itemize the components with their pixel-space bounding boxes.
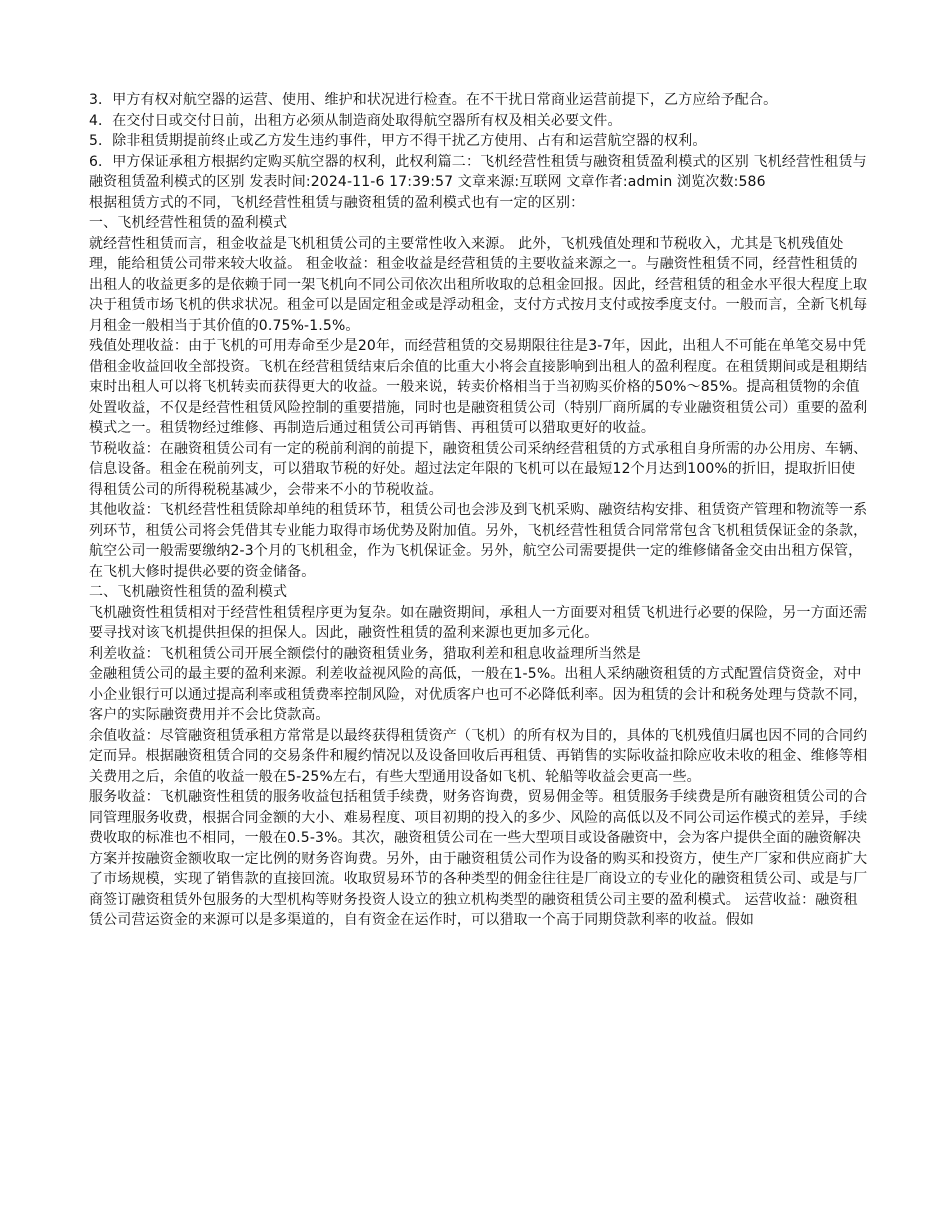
paragraph-interest-spread-income: 利差收益：飞机租赁公司开展全额偿付的融资租赁业务，猎取利差和租息收益理所当然是 [89,645,641,662]
section-heading-operating-lease: 一、飞机经营性租赁的盈利模式 [89,215,288,231]
document-body [89,90,869,931]
paragraph-residual-value-income: 残值处理收益：由于飞机的可用寿命至少是20年，而经营租赁的交易期限往往是3-7年，因此，出租人不可能在单笔交易中凭借租金收益回收全部投资。飞机在经营租赁结束后余值的比重大小将会直接影响到出租人的盈利程度。在租赁期间或是租期结束时出租人可以将飞机转卖而获得更大的收益。一般来说，转卖价格相当于当初购买价格的50%～85%。提高租赁物的余值处置收益，不仅是经营性租赁风险控制的重要措施，同时也是融资租赁公司（特别厂商所属的专业融资租赁公司）重要的盈利模式之一。租赁物经过维修、再制造后通过租赁公司再销售、再租赁可以猎取更好的收益。 [89,338,868,436]
paragraph-finance-lease-intro: 飞机融资性租赁相对于经营性租赁程序更为复杂。如在融资期间，承租人一方面要对租赁飞机进行必要的保险，另一方面还需要寻找对该飞机提供担保的担保人。因此，融资性租赁的盈利来源也更加多元化。 [89,604,868,641]
paragraph-tax-saving-income: 节税收益：在融资租赁公司有一定的税前利润的前提下，融资租赁公司采纳经营租赁的方式承租自身所需的办公用房、车辆、信息设备。租金在税前列支，可以猎取节税的好处。超过法定年限的飞机可以在最短12个月达到100%的折旧，提取折旧使得租赁公司的所得税税基减少，会带来不小的节税收益。 [89,440,868,498]
paragraph-residual-income: 余值收益：尽管融资租赁承租方常常是以最终获得租赁资产（飞机）的所有权为目的，具体的飞机残值归属也因不同的合同约定而异。根据融资租赁合同的交易条件和履约情况以及设备回收后再租赁、再销售的实际收益扣除应收未收的租金、维修等相关费用之后，余值的收益一般在5-25%左右，有些大型通用设备如飞机、轮船等收益会更高一些。 [89,727,868,785]
paragraph-clause-3: 3．甲方有权对航空器的运营、使用、维护和状况进行检查。在不干扰日常商业运营前提下，乙方应给予配合。 [89,92,778,108]
paragraph-intro: 根据租赁方式的不同，飞机经营性租赁与融资租赁的盈利模式也有一定的区别： [89,194,585,211]
paragraph-service-income: 服务收益：飞机融资性租赁的服务收益包括租赁手续费，财务咨询费，贸易佣金等。租赁服务手续费是所有融资租赁公司的合同管理服务收费，根据合同金额的大小、难易程度、项目初期的投入的多少、风险的高低以及不同公司运作模式的差异，手续费收取的标准也不相同，一般在0.5-3%。其次，融资租赁公司在一些大型项目或设备融资中，会为客户提供全面的融资解决方案并按融资金额收取一定比例的财务咨询费。另外，由于融资租赁公司作为设备的购买和投资方，使生产厂家和供应商扩大了市场规模，实现了销售款的直接回流。收取贸易环节的各种类型的佣金往往是厂商设立的专业化的融资租赁公司、或是与厂商签订融资租赁外包服务的大型机构等财务投资人设立的独立机构类型的融资租赁公司主要的盈利模式。 运营收益：融资租赁公司营运资金的来源可以是多渠道的，自有资金在运作时，可以猎取一个高于同期贷款利率的收益。假如 [89,789,868,928]
paragraph-other-income: 其他收益：飞机经营性租赁除却单纯的租赁环节，租赁公司也会涉及到飞机采购、融资结构安排、租赁资产管理和物流等一系列环节，租赁公司将会凭借其专业能力取得市场优势及附加值。另外，飞机经营性租赁合同常常包含飞机租赁保证金的条款，航空公司一般需要缴纳2-3个月的飞机租金，作为飞机保证金。另外，航空公司需要提供一定的维修储备金交由出租方保管，在飞机大修时提供必要的资金储备。 [89,502,868,580]
paragraph-clause-5: 5．除非租赁期提前终止或乙方发生违约事件，甲方不得干扰乙方使用、占有和运营航空器的权利。 [89,133,707,149]
paragraph-clause-4: 4．在交付日或交付日前，出租方必须从制造商处取得航空器所有权及相关必要文件。 [89,112,622,129]
paragraph-rent-income: 就经营性租赁而言，租金收益是飞机租赁公司的主要常性收入来源。 此外，飞机残值处理和节税收入，尤其是飞机残值处理，能给租赁公司带来较大收益。 租金收益：租金收益是经营租赁的主要收益来源之一。与融资性租赁不同，经营性租赁的出租人的收益更多的是依赖于同一架飞机向不同公司依次出租所收取的总租金回报。因此，经营租赁的租金水平很大程度上取决于租赁市场飞机的供求状况。租金可以是固定租金或是浮动租金，支付方式按月支付或按季度支付。一般而言，全新飞机每月租金一般相当于其价值的0.75%-1.5%。 [89,235,868,334]
paragraph-clause-6-article-header: 6．甲方保证承租方根据约定购买航空器的权利，此权利篇二：飞机经营性租赁与融资租赁盈利模式的区别 飞机经营性租赁与融资租赁盈利模式的区别 发表时间:2024-11-6 17:39:57 文章来源:互联网 文章作者:admin 浏览次数:586 [89,153,867,190]
section-heading-finance-lease: 二、飞机融资性租赁的盈利模式 [89,584,288,600]
paragraph-interest-spread-detail: 金融租赁公司的最主要的盈利来源。利差收益视风险的高低，一般在1-5%。出租人采纳融资租赁的方式配置信贷资金，对中小企业银行可以通过提高利率或租赁费率控制风险，对优质客户也可不必降低利率。因为租赁的会计和税务处理与贷款不同，客户的实际融资费用并不会比贷款高。 [89,666,868,723]
